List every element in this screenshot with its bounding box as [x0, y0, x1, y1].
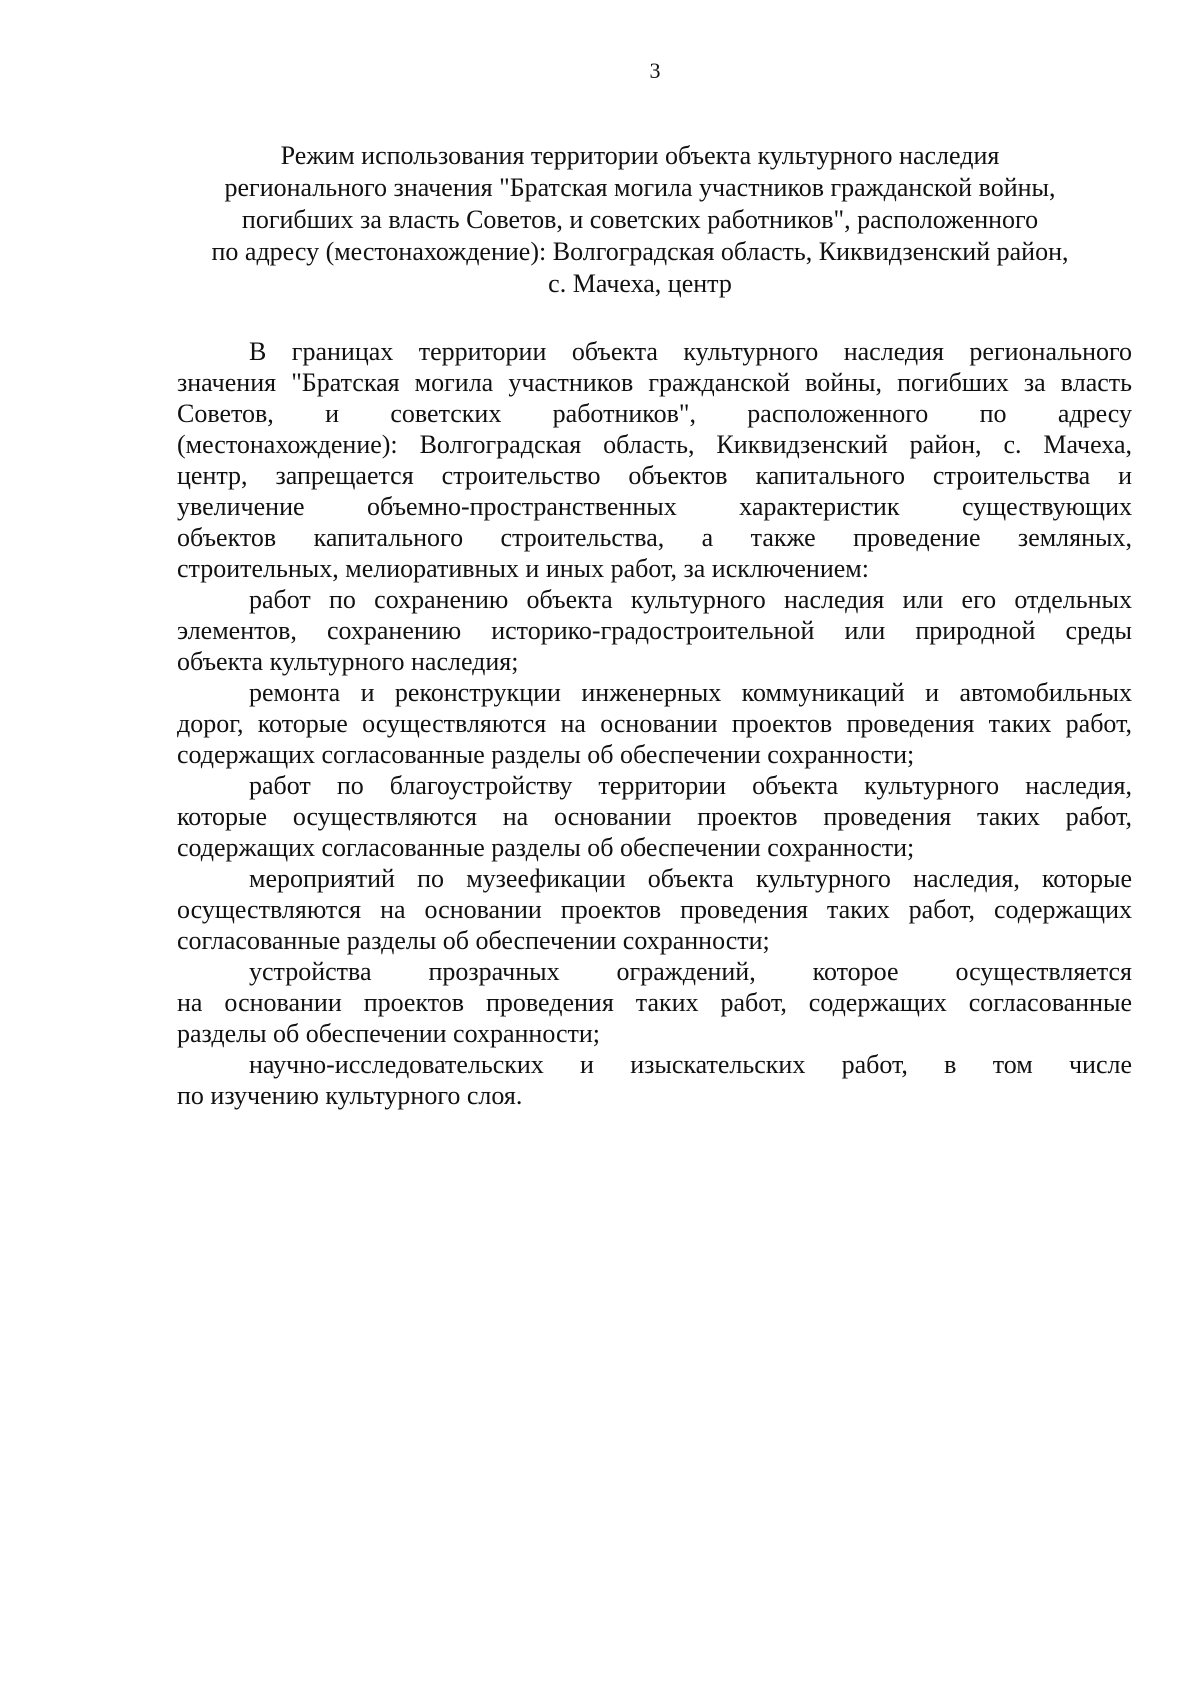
text-line: на основании проектов проведения таких работ, содержащих согласованные: [177, 988, 1132, 1017]
text-line: строительных, мелиоративных и иных работ, за исключением:: [177, 554, 869, 583]
text-line: устройства прозрачных ограждений, которое осуществляется: [249, 957, 1132, 986]
text-line: (местонахождение): Волгоградская область, Киквидзенский район, с. Мачеха,: [177, 430, 1132, 459]
page-number: 3: [649, 58, 661, 83]
text-line: содержащих согласованные разделы об обеспечении сохранности;: [177, 740, 915, 769]
title-line: по адресу (местонахождение): Волгоградская область, Киквидзенский район,: [211, 237, 1069, 266]
text-line: объектов капитального строительства, а также проведение земляных,: [177, 523, 1132, 552]
text-line: элементов, сохранению историко-градостроительной или природной среды: [177, 616, 1132, 645]
text-line: Советов, и советских работников", расположенного по адресу: [177, 399, 1132, 428]
title-line: Режим использования территории объекта культурного наследия: [280, 141, 1000, 170]
text-line: увеличение объемно-пространственных характеристик существующих: [177, 492, 1132, 521]
text-line: дорог, которые осуществляются на основании проектов проведения таких работ,: [177, 709, 1132, 738]
text-line: мероприятий по музеефикации объекта культурного наследия, которые: [249, 864, 1132, 893]
paragraph-main: [177, 336, 1132, 584]
text-line: работ по сохранению объекта культурного наследия или его отдельных: [249, 585, 1132, 614]
title-line: погибших за власть Советов, и советских работников", расположенного: [241, 205, 1039, 234]
title-line: регионального значения "Братская могила участников гражданской войны,: [224, 173, 1056, 202]
list-item-paragraph: [177, 584, 1132, 677]
text-line: центр, запрещается строительство объектов капитального строительства и: [177, 461, 1132, 490]
document-title: [160, 140, 1120, 300]
text-line: научно-исследовательских и изыскательских работ, в том числе: [249, 1050, 1132, 1079]
text-line: объекта культурного наследия;: [177, 647, 519, 676]
text-line: работ по благоустройству территории объекта культурного наследия,: [249, 771, 1132, 800]
text-line: значения "Братская могила участников гражданской войны, погибших за власть: [177, 368, 1132, 397]
text-line: согласованные разделы об обеспечении сохранности;: [177, 926, 770, 955]
document-body: [177, 336, 1132, 1111]
text-line: по изучению культурного слоя.: [177, 1081, 523, 1110]
text-line: ремонта и реконструкции инженерных коммуникаций и автомобильных: [249, 678, 1132, 707]
list-item-paragraph: [177, 1049, 1132, 1111]
list-item-paragraph: [177, 956, 1132, 1049]
list-item-paragraph: [177, 770, 1132, 863]
text-line: которые осуществляются на основании проектов проведения таких работ,: [177, 802, 1132, 831]
text-line: осуществляются на основании проектов проведения таких работ, содержащих: [177, 895, 1132, 924]
text-line: В границах территории объекта культурного наследия регионального: [249, 337, 1132, 366]
list-item-paragraph: [177, 863, 1132, 956]
text-line: разделы об обеспечении сохранности;: [177, 1019, 601, 1048]
title-line: с. Мачеха, центр: [548, 269, 732, 298]
list-item-paragraph: [177, 677, 1132, 770]
text-line: содержащих согласованные разделы об обеспечении сохранности;: [177, 833, 915, 862]
